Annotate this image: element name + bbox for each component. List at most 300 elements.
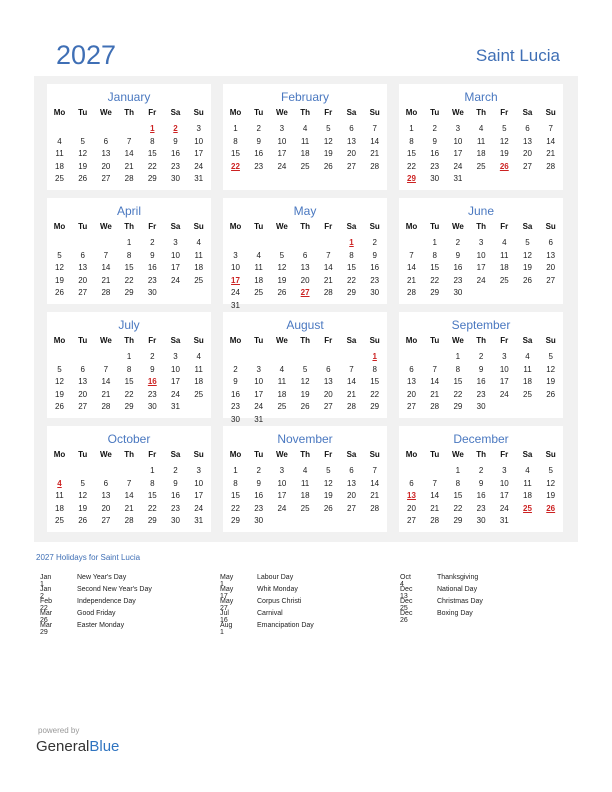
day-cell: 14: [430, 377, 440, 387]
day-cell: 16: [453, 263, 463, 273]
weekday-label: Fr: [324, 336, 333, 345]
weekday-label: Su: [193, 108, 204, 117]
month-january: [47, 84, 211, 190]
day-cell: 22: [453, 389, 463, 399]
day-cell: 3: [173, 238, 178, 247]
day-cell: 13: [101, 491, 111, 501]
day-cell: 22: [231, 503, 240, 513]
day-cell: 6: [548, 238, 553, 247]
weekday-label: Sa: [346, 108, 357, 117]
day-cell: 10: [254, 377, 264, 387]
weekday-label: Sa: [170, 336, 181, 345]
weekday-header: [47, 450, 211, 462]
weekday-label: Tu: [430, 222, 440, 231]
day-cell: 12: [78, 491, 88, 501]
day-cell: 24: [499, 389, 509, 399]
day-cell: 4: [256, 250, 261, 260]
day-cell: 2: [478, 352, 484, 361]
weekday-label: We: [451, 222, 464, 231]
day-cell: 2: [150, 238, 155, 247]
day-cell: 6: [349, 124, 354, 133]
day-cell: 23: [254, 161, 264, 171]
day-cell: 13: [347, 478, 356, 488]
holiday-date: May 1: [220, 574, 234, 588]
weekday-header: [399, 336, 563, 348]
day-cell: 22: [347, 275, 356, 285]
weekday-label: We: [275, 336, 288, 345]
day-cell: 4: [525, 466, 530, 475]
month-name: April: [116, 204, 141, 218]
weekday-label: Su: [545, 222, 556, 231]
holiday-name: Thanksgiving: [437, 574, 479, 581]
month-april: [47, 198, 211, 304]
day-cell: 11: [194, 250, 203, 260]
day-cell: 25: [55, 174, 64, 184]
weekday-label: Sa: [170, 450, 181, 459]
day-cell: 3: [502, 466, 507, 475]
holiday-day: 27: [300, 288, 310, 298]
weekday-label: Sa: [170, 222, 181, 231]
day-cell: 2: [478, 466, 484, 475]
day-cell: 12: [546, 364, 556, 374]
weekday-header: [399, 108, 563, 120]
holiday-date: Dec 26: [400, 610, 413, 624]
day-cell: 7: [126, 136, 132, 146]
holiday-day: 16: [147, 377, 157, 387]
holiday-date: Aug 1: [220, 622, 233, 636]
weekday-label: Mo: [229, 336, 242, 345]
month-name: October: [107, 432, 151, 446]
weekday-label: Mo: [53, 222, 66, 231]
day-cell: 9: [432, 136, 437, 146]
day-cell: 27: [523, 161, 532, 171]
weekday-label: Sa: [346, 336, 357, 345]
weekday-label: Th: [124, 450, 134, 459]
day-cell: 11: [500, 250, 509, 260]
holiday-name: New Year's Day: [77, 574, 127, 581]
day-cell: 27: [407, 516, 416, 526]
day-cell: 14: [546, 136, 556, 146]
weekday-label: Th: [300, 336, 310, 345]
day-cell: 5: [326, 124, 331, 133]
day-cell: 19: [277, 275, 287, 285]
day-cell: 30: [171, 516, 180, 526]
weekday-label: Sa: [522, 108, 533, 117]
day-cell: 12: [323, 478, 333, 488]
weekday-label: Mo: [53, 450, 66, 459]
day-cell: 6: [302, 250, 308, 260]
day-cell: 24: [194, 503, 204, 513]
day-cell: 6: [103, 478, 109, 488]
day-cell: 17: [453, 149, 463, 159]
day-cell: 8: [126, 250, 132, 260]
day-cell: 3: [279, 124, 285, 133]
holiday-name: Whit Monday: [257, 586, 298, 593]
day-cell: 18: [300, 491, 310, 501]
day-cell: 8: [126, 364, 132, 374]
day-cell: 11: [194, 364, 203, 374]
weekday-label: Tu: [254, 108, 264, 117]
day-cell: 19: [499, 149, 509, 159]
day-cell: 3: [196, 466, 201, 475]
day-cell: 14: [407, 263, 416, 273]
day-cell: 28: [370, 161, 380, 171]
day-cell: 5: [548, 466, 553, 475]
weekday-label: Fr: [148, 336, 157, 345]
brand-logo[interactable]: [36, 738, 119, 755]
day-cell: 11: [55, 149, 64, 159]
month-july: [47, 312, 211, 418]
day-cell: 1: [455, 352, 461, 361]
day-cell: 4: [302, 466, 308, 475]
weekday-label: Su: [545, 450, 556, 459]
day-cell: 18: [254, 275, 264, 285]
day-cell: 16: [254, 149, 264, 159]
weekday-label: We: [275, 108, 288, 117]
day-cell: 10: [171, 364, 180, 374]
holiday-name: Good Friday: [77, 610, 116, 617]
day-cell: 23: [171, 503, 180, 513]
weekday-label: Mo: [405, 336, 418, 345]
day-cell: 11: [523, 478, 532, 488]
day-cell: 13: [101, 149, 111, 159]
weekday-header: [399, 222, 563, 234]
day-cell: 8: [409, 136, 414, 146]
day-cell: 27: [347, 161, 356, 171]
day-cell: 14: [370, 478, 380, 488]
day-cell: 15: [453, 491, 463, 501]
day-cell: 8: [372, 364, 377, 374]
day-cell: 16: [147, 263, 157, 273]
day-cell: 29: [231, 516, 240, 526]
day-cell: 20: [101, 503, 111, 513]
weekday-header: [47, 336, 211, 348]
day-cell: 17: [171, 377, 180, 387]
weekday-label: We: [99, 222, 112, 231]
weekday-label: Fr: [324, 108, 333, 117]
day-cell: 15: [124, 263, 134, 273]
day-cell: 10: [499, 478, 509, 488]
day-cell: 17: [194, 491, 204, 501]
day-cell: 19: [78, 161, 88, 171]
day-cell: 12: [300, 377, 310, 387]
holiday-date: Mar 29: [40, 622, 53, 636]
holiday-name: Boxing Day: [437, 610, 473, 617]
weekday-label: Mo: [229, 108, 242, 117]
day-cell: 14: [124, 149, 134, 159]
day-cell: 8: [233, 478, 238, 488]
day-cell: 16: [231, 389, 240, 399]
holidays-title: 2027 Holidays for Saint Lucia: [36, 553, 141, 562]
day-cell: 20: [546, 263, 556, 273]
month-june: [399, 198, 563, 304]
day-cell: 18: [194, 377, 204, 387]
day-cell: 19: [546, 377, 556, 387]
weekday-label: Fr: [148, 450, 157, 459]
day-cell: 6: [80, 364, 85, 374]
weekday-label: We: [451, 450, 464, 459]
holiday-date: Oct 4: [400, 574, 411, 588]
weekday-label: We: [451, 108, 464, 117]
day-cell: 13: [407, 377, 416, 387]
day-cell: 18: [55, 161, 64, 171]
day-cell: 23: [147, 275, 157, 285]
day-cell: 30: [147, 402, 157, 412]
day-cell: 11: [277, 377, 287, 387]
holiday-day: 2: [173, 124, 178, 133]
day-cell: 9: [150, 364, 155, 374]
weekday-label: Th: [300, 108, 310, 117]
holiday-day: 29: [407, 174, 416, 184]
day-cell: 12: [55, 377, 64, 387]
day-cell: 27: [78, 288, 88, 298]
day-cell: 17: [499, 491, 509, 501]
day-cell: 2: [150, 352, 155, 361]
day-cell: 16: [430, 149, 440, 159]
day-cell: 30: [430, 174, 440, 184]
weekday-label: Th: [476, 222, 486, 231]
weekday-header: [223, 336, 387, 348]
day-cell: 15: [347, 263, 356, 273]
day-cell: 5: [302, 364, 308, 374]
day-cell: 10: [194, 478, 204, 488]
day-cell: 10: [476, 250, 486, 260]
weekday-label: Mo: [229, 450, 242, 459]
weekday-label: Sa: [346, 222, 357, 231]
day-cell: 31: [231, 301, 240, 310]
day-cell: 17: [277, 491, 287, 501]
day-cell: 6: [409, 364, 414, 374]
holiday-name: Christmas Day: [437, 598, 483, 605]
day-cell: 7: [103, 250, 109, 260]
day-cell: 6: [525, 124, 530, 133]
day-cell: 17: [194, 149, 204, 159]
holiday-day: 26: [546, 503, 556, 513]
day-cell: 11: [55, 491, 64, 501]
weekday-label: Th: [300, 222, 310, 231]
day-cell: 24: [277, 503, 287, 513]
day-cell: 5: [279, 250, 285, 260]
month-november: [223, 426, 387, 532]
day-cell: 31: [453, 174, 463, 184]
day-cell: 3: [256, 364, 261, 374]
day-cell: 6: [326, 364, 331, 374]
day-cell: 30: [254, 516, 264, 526]
day-cell: 27: [347, 503, 356, 513]
day-cell: 20: [523, 149, 532, 159]
weekday-label: Su: [369, 450, 380, 459]
day-cell: 7: [409, 250, 414, 260]
month-may: [223, 198, 387, 310]
day-cell: 26: [300, 402, 310, 412]
day-cell: 28: [124, 516, 134, 526]
day-cell: 16: [370, 263, 380, 273]
weekday-label: Mo: [229, 222, 242, 231]
day-cell: 26: [323, 161, 333, 171]
day-cell: 31: [171, 402, 180, 412]
day-cell: 7: [326, 250, 331, 260]
day-cell: 5: [502, 124, 507, 133]
day-cell: 4: [57, 136, 62, 146]
holiday-day: 1: [150, 124, 155, 133]
day-cell: 22: [124, 275, 134, 285]
weekday-label: Fr: [324, 450, 333, 459]
holiday-name: Labour Day: [257, 574, 294, 581]
holiday-date: Jan 2: [40, 586, 52, 600]
day-cell: 15: [124, 377, 134, 387]
day-cell: 9: [173, 136, 178, 146]
day-cell: 10: [277, 478, 287, 488]
weekday-label: Sa: [522, 222, 533, 231]
holiday-name: Second New Year's Day: [77, 586, 152, 593]
day-cell: 8: [455, 364, 461, 374]
day-cell: 22: [453, 503, 463, 513]
holiday-day: 1: [372, 352, 377, 361]
day-cell: 7: [349, 364, 354, 374]
holiday-day: 26: [499, 161, 509, 171]
day-cell: 2: [372, 238, 377, 247]
day-cell: 1: [126, 238, 132, 247]
day-cell: 29: [370, 402, 380, 412]
weekday-header: [47, 108, 211, 120]
day-cell: 8: [455, 478, 461, 488]
day-cell: 30: [453, 288, 463, 298]
day-cell: 15: [231, 491, 240, 501]
day-cell: 12: [323, 136, 333, 146]
weekday-label: Mo: [405, 222, 418, 231]
day-cell: 25: [523, 389, 532, 399]
day-cell: 19: [523, 263, 532, 273]
day-cell: 23: [147, 389, 157, 399]
day-cell: 3: [279, 466, 285, 475]
day-cell: 23: [171, 161, 180, 171]
weekday-label: Tu: [254, 336, 264, 345]
day-cell: 2: [432, 124, 437, 133]
day-cell: 18: [499, 263, 509, 273]
day-cell: 27: [546, 275, 556, 285]
day-cell: 10: [171, 250, 180, 260]
day-cell: 5: [80, 478, 85, 488]
day-cell: 8: [233, 136, 238, 146]
day-cell: 22: [430, 275, 440, 285]
day-cell: 22: [147, 161, 157, 171]
day-cell: 3: [455, 124, 461, 133]
weekday-label: Su: [193, 336, 204, 345]
day-cell: 4: [302, 124, 308, 133]
day-cell: 13: [523, 136, 532, 146]
day-cell: 9: [478, 478, 484, 488]
day-cell: 19: [546, 491, 556, 501]
day-cell: 7: [103, 364, 109, 374]
weekday-label: Tu: [430, 108, 440, 117]
day-cell: 9: [372, 250, 377, 260]
day-cell: 24: [171, 275, 180, 285]
day-cell: 21: [347, 389, 356, 399]
weekday-label: Fr: [500, 336, 509, 345]
weekday-label: Th: [124, 222, 134, 231]
weekday-label: Fr: [500, 450, 509, 459]
day-cell: 28: [323, 288, 333, 298]
month-august: [223, 312, 387, 424]
day-cell: 17: [254, 389, 264, 399]
day-cell: 14: [124, 491, 134, 501]
day-cell: 27: [407, 402, 416, 412]
day-cell: 29: [453, 402, 463, 412]
day-cell: 21: [546, 149, 556, 159]
day-cell: 23: [231, 402, 240, 412]
day-cell: 1: [126, 352, 132, 361]
day-cell: 25: [194, 389, 204, 399]
day-cell: 3: [173, 352, 178, 361]
month-name: January: [107, 90, 151, 104]
holiday-date: Mar 26: [40, 610, 53, 624]
day-cell: 4: [525, 352, 530, 361]
day-cell: 16: [171, 149, 180, 159]
day-cell: 13: [300, 263, 310, 273]
day-cell: 29: [147, 516, 157, 526]
month-december: [399, 426, 563, 532]
day-cell: 24: [277, 161, 287, 171]
day-cell: 25: [55, 516, 64, 526]
day-cell: 20: [407, 389, 416, 399]
day-cell: 27: [323, 402, 333, 412]
day-cell: 19: [78, 503, 88, 513]
day-cell: 28: [407, 288, 416, 298]
day-cell: 23: [476, 389, 486, 399]
day-cell: 13: [323, 377, 333, 387]
weekday-header: [399, 450, 563, 462]
holiday-date: May 17: [220, 586, 234, 600]
day-cell: 16: [476, 377, 486, 387]
day-cell: 12: [523, 250, 532, 260]
weekday-label: Tu: [254, 222, 264, 231]
day-cell: 12: [277, 263, 287, 273]
day-cell: 18: [476, 149, 486, 159]
day-cell: 13: [78, 263, 88, 273]
day-cell: 25: [300, 503, 310, 513]
weekday-label: We: [99, 108, 112, 117]
month-name: July: [118, 318, 140, 332]
day-cell: 5: [57, 250, 62, 260]
day-cell: 11: [300, 136, 310, 146]
day-cell: 28: [430, 516, 440, 526]
day-cell: 20: [347, 491, 356, 501]
weekday-label: Sa: [522, 450, 533, 459]
day-cell: 29: [124, 402, 134, 412]
day-cell: 16: [171, 491, 180, 501]
day-cell: 1: [150, 466, 155, 475]
weekday-label: Tu: [78, 450, 88, 459]
day-cell: 30: [171, 174, 180, 184]
holiday-day: 17: [231, 275, 240, 285]
day-cell: 13: [347, 136, 356, 146]
day-cell: 7: [372, 466, 377, 475]
weekday-label: We: [275, 450, 288, 459]
day-cell: 15: [147, 149, 157, 159]
day-cell: 28: [430, 402, 440, 412]
day-cell: 6: [349, 466, 354, 475]
weekday-label: Th: [300, 450, 310, 459]
weekday-label: Su: [193, 450, 204, 459]
weekday-label: Th: [124, 336, 134, 345]
day-cell: 23: [254, 503, 264, 513]
holiday-name: Carnival: [257, 610, 283, 617]
day-cell: 2: [256, 466, 261, 475]
day-cell: 9: [150, 250, 155, 260]
weekday-label: We: [99, 336, 112, 345]
day-cell: 2: [233, 364, 238, 374]
day-cell: 24: [254, 402, 264, 412]
